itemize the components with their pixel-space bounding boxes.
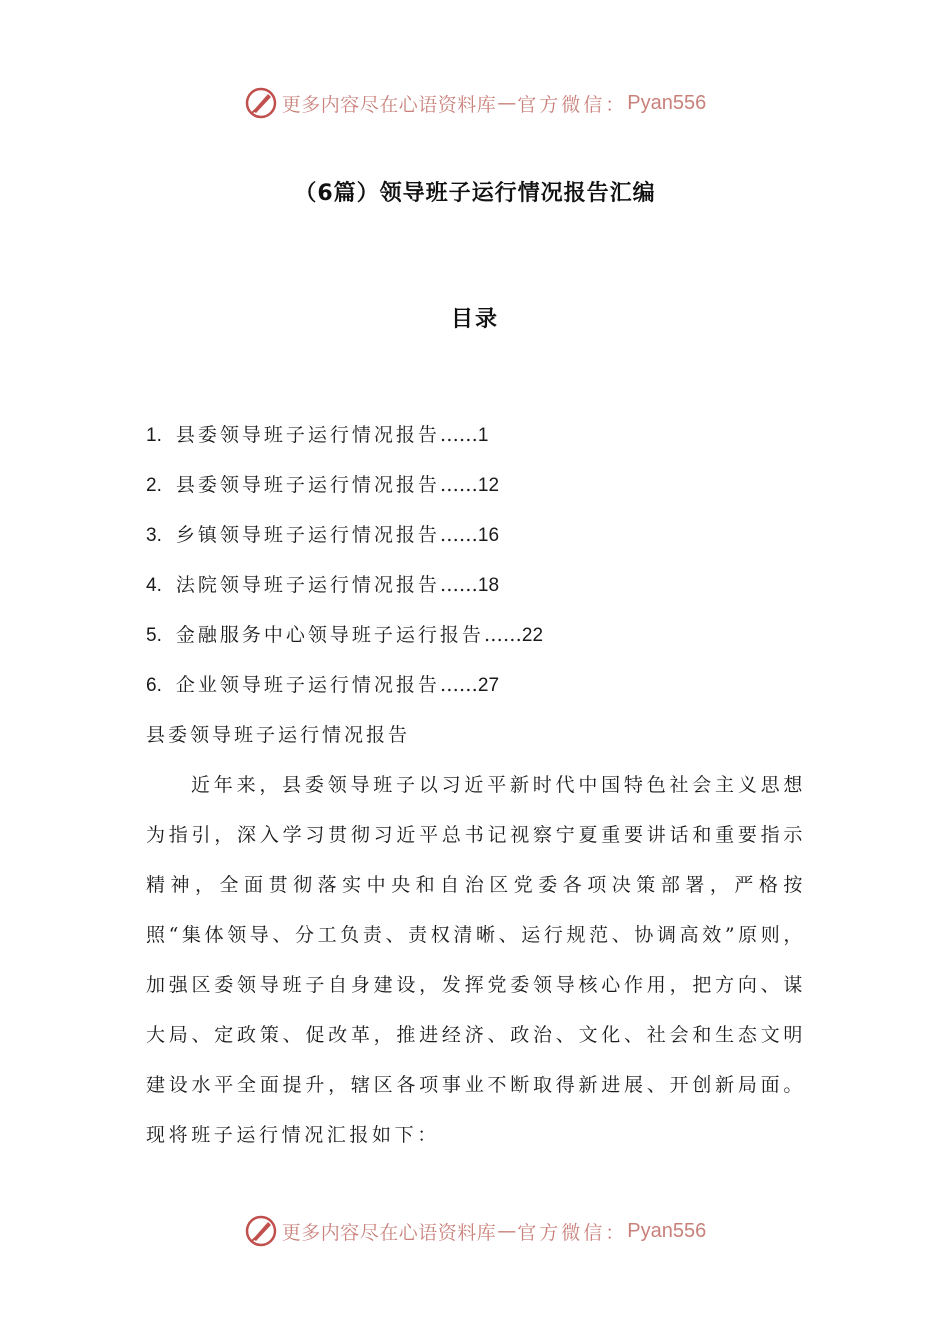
toc-item-label: 金融服务中心领导班子运行报告	[175, 624, 484, 646]
toc-item-leader: ……	[439, 474, 478, 496]
toc-item-leader: ……	[483, 624, 522, 646]
toc-item-number: 4.	[146, 575, 162, 596]
watermark-banner-top	[0, 78, 950, 128]
toc-item-page: 18	[477, 575, 500, 596]
table-of-contents	[146, 418, 543, 718]
toc-item[interactable]	[146, 518, 543, 568]
toc-item-leader: ……	[439, 424, 478, 446]
toc-item-page: 22	[521, 625, 544, 646]
watermark-banner-bottom	[0, 1206, 950, 1256]
quill-logo-icon	[244, 86, 278, 120]
section-title: 县委领导班子运行情况报告	[146, 724, 411, 746]
watermark-wechat-id: Pyan556	[627, 1219, 707, 1242]
toc-item-number: 6.	[146, 675, 162, 696]
document-body	[146, 718, 806, 1160]
toc-item[interactable]	[146, 668, 543, 718]
toc-item-page: 12	[477, 475, 500, 496]
toc-item-number: 5.	[146, 625, 162, 646]
toc-item-number: 3.	[146, 525, 162, 546]
toc-item-number: 1.	[146, 425, 162, 446]
watermark-text: 更多内容尽在心语资料库	[281, 93, 497, 116]
toc-item[interactable]	[146, 618, 543, 668]
watermark-wechat-id: Pyan556	[627, 91, 707, 114]
toc-item-page: 16	[477, 525, 500, 546]
watermark-wechat-label: 官方微信：	[517, 93, 628, 116]
document-title: （6篇）领导班子运行情况报告汇编	[294, 181, 656, 206]
toc-item-number: 2.	[146, 475, 162, 496]
toc-item-label: 县委领导班子运行情况报告	[175, 424, 440, 446]
toc-item-label: 乡镇领导班子运行情况报告	[175, 524, 440, 546]
toc-heading: 目录	[450, 307, 499, 332]
toc-item-label: 企业领导班子运行情况报告	[175, 674, 440, 696]
toc-item-leader: ……	[439, 524, 478, 546]
toc-item[interactable]	[146, 468, 543, 518]
toc-item[interactable]	[146, 418, 543, 468]
watermark-wechat-label: 官方微信：	[517, 1221, 628, 1244]
toc-item-leader: ……	[439, 574, 478, 596]
toc-item[interactable]	[146, 568, 543, 618]
watermark-dash: —	[497, 92, 517, 114]
toc-item-label: 县委领导班子运行情况报告	[175, 474, 440, 496]
toc-item-leader: ……	[439, 674, 478, 696]
toc-item-label: 法院领导班子运行情况报告	[175, 574, 440, 596]
quill-logo-icon	[244, 1214, 278, 1248]
body-paragraph: 近年来，县委领导班子以习近平新时代中国特色社会主义思想为指引，深入学习贯彻习近平总书记视察宁夏重要讲话和重要指示精神，全面贯彻落实中央和自治区党委各项决策部署，严格按照“集体领导、分工负责、责权清晰、运行规范、协调高效”原则，加强区委领导班子自身建设，发挥党委领导核心作用，把方向、谋大局、定政策、促改革，推进经济、政治、文化、社会和生态文明建设水平全面提升，辖区各项事业不断取得新进展、开创新局面。现将班子运行情况汇报如下：	[146, 774, 806, 1146]
watermark-text: 更多内容尽在心语资料库	[281, 1221, 497, 1244]
toc-item-page: 27	[477, 675, 500, 696]
watermark-dash: —	[497, 1220, 517, 1242]
toc-item-page: 1	[477, 425, 489, 446]
